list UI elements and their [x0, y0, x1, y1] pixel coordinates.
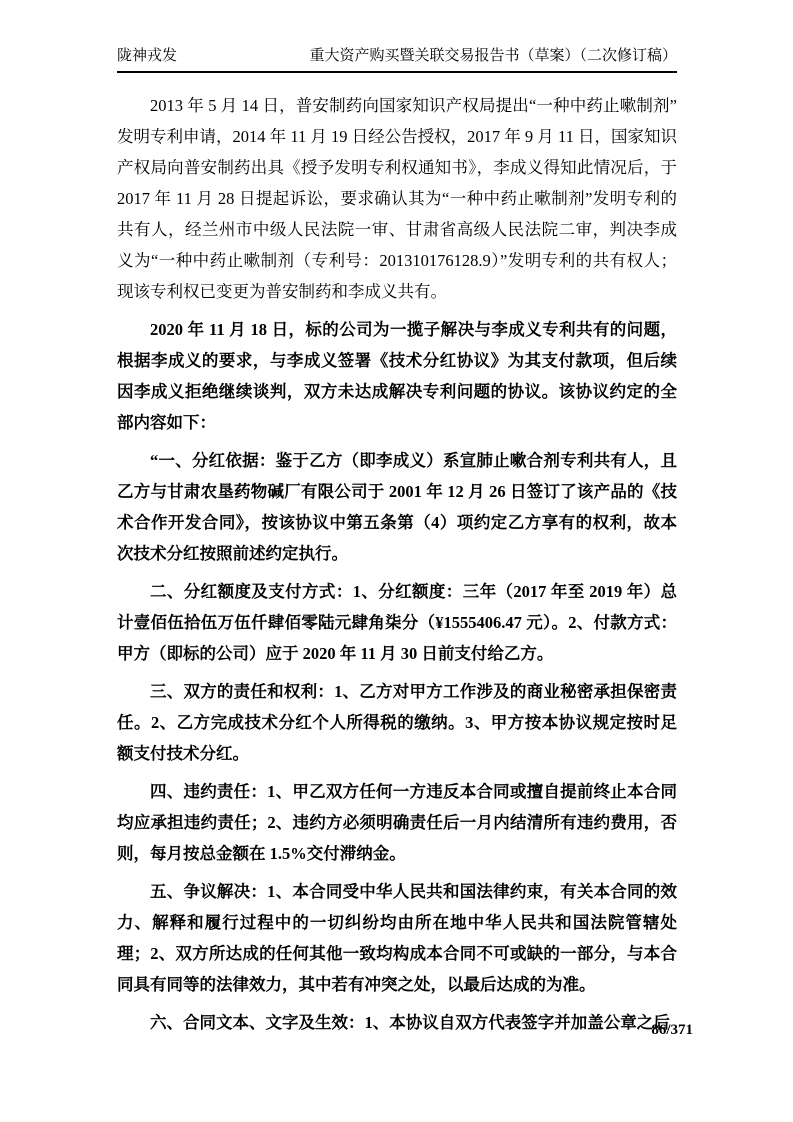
document-body: [117, 90, 677, 1045]
page-header: [117, 46, 677, 73]
clause-3-responsibilities-rights: 三、双方的责任和权利：1、乙方对甲方工作涉及的商业秘密承担保密责任。2、乙方完成技术分红个人所得税的缴纳。3、甲方按本协议规定按时足额支付技术分红。: [117, 682, 677, 763]
paragraph-patent-history: 2013 年 5 月 14 日，普安制药向国家知识产权局提出“一种中药止嗽制剂”发明专利申请，2014 年 11 月 19 日经公告授权，2017 年 9 月 11 日，国家知识产权局向普安制药出具《授予发明专利权通知书》，李成义得知此情况后，于 2017 年 11 月 28 日提起诉讼，要求确认其为“一种中药止嗽制剂”发明专利的共有人，经兰州市中级人民法院一审、甘肃省高级人民法院二审，判决李成义为“一种中药止嗽制剂（专利号：201310176128.9）”发明专利的共有权人；现该专利权已变更为普安制药和李成义共有。: [117, 96, 677, 301]
header-document-title: 重大资产购买暨关联交易报告书（草案）（二次修订稿）: [309, 48, 677, 64]
header-company-name: 陇神戎发: [117, 48, 178, 64]
clause-2-dividend-amount-payment: 二、分红额度及支付方式：1、分红额度：三年（2017 年至 2019 年）总计壹佰伍拾伍万伍仟肆佰零陆元肆角柒分（¥1555406.47 元）。2、付款方式：甲方（即标的公司）应于 2020 年 11 月 30 日前支付给乙方。: [117, 582, 677, 663]
clause-1-dividend-basis: “一、分红依据：鉴于乙方（即李成义）系宣肺止嗽合剂专利共有人，且乙方与甘肃农垦药物碱厂有限公司于 2001 年 12 月 26 日签订了该产品的《技术合作开发合同》，按该协议中第五条第（4）项约定乙方享有的权利，故本次技术分红按照前述约定执行。: [117, 451, 677, 563]
page-number: 86/371: [651, 1022, 693, 1038]
clause-4-breach-liability: 四、违约责任：1、甲乙双方任何一方违反本合同或擅自提前终止本合同均应承担违约责任；2、违约方必须明确责任后一月内结清所有违约费用，否则，每月按总金额在 1.5%交付滞纳金。: [117, 782, 677, 863]
clause-6-contract-text-effectiveness: 六、合同文本、文字及生效：1、本协议自双方代表签字并加盖公章之后: [150, 1013, 670, 1032]
clause-5-dispute-resolution: 五、争议解决：1、本合同受中华人民共和国法律约束，有关本合同的效力、解释和履行过程中的一切纠纷均由所在地中华人民共和国法院管辖处理；2、双方所达成的任何其他一致均构成本合同不可或缺的一部分，与本合同具有同等的法律效力，其中若有冲突之处，以最后达成的为准。: [117, 882, 677, 994]
paragraph-agreement-background: 2020 年 11 月 18 日，标的公司为一揽子解决与李成义专利共有的问题，根据李成义的要求，与李成义签署《技术分红协议》为其支付款项，但后续因李成义拒绝继续谈判，双方未达成解决专利问题的协议。该协议约定的全部内容如下：: [117, 320, 677, 432]
